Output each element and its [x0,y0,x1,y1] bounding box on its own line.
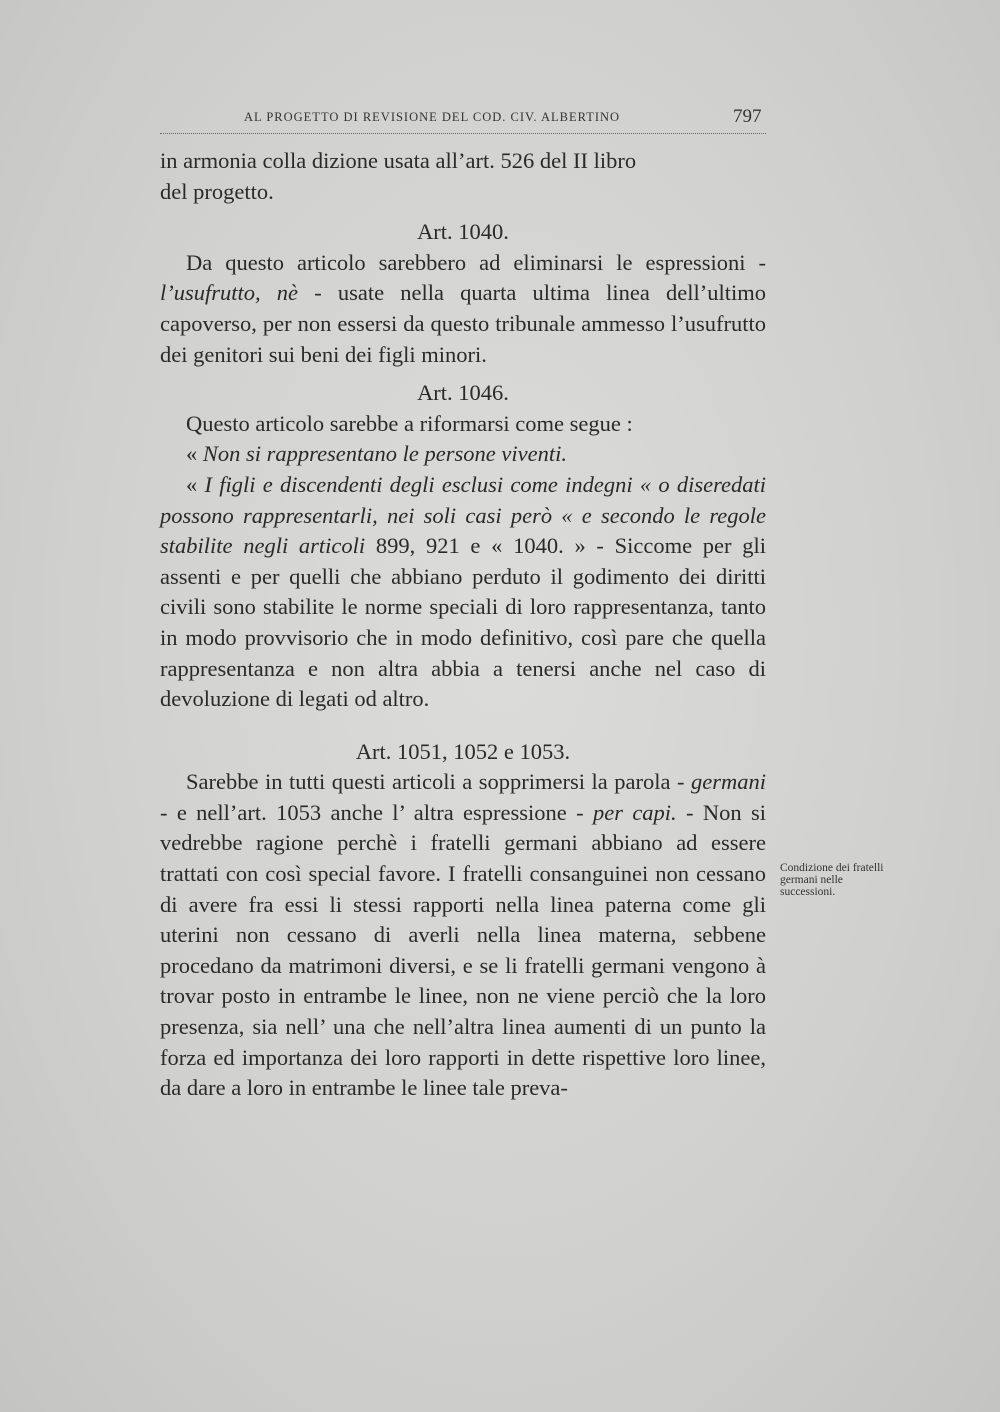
paragraph-art-1040: Da questo articolo sarebbero ad eliminarsi le espressioni - l’usufrutto, nè - usate nella quarta ultima linea dell’ultimo capoverso, per non essersi da questo tribunale ammesso l’usufrutto dei genitori sui beni dei figli minori. [160,249,766,367]
intro-line-2: del progetto. [160,178,274,204]
art-1051-heading: Art. 1051, 1052 e 1053. [355,738,571,764]
paragraph-intro [160,146,766,207]
page-number: 797 [733,106,762,127]
intro-line-1: in armonia colla dizione usata all’art. 526 del II libro [160,148,637,173]
running-head: AL PROGETTO DI REVISIONE DEL COD. CIV. ALBERTINO [244,110,621,124]
art-1046-heading: Art. 1046. [417,380,509,406]
art-1040-heading: Art. 1040. [417,219,509,245]
margin-note: Condizione dei fratelli germani nelle successioni. [780,862,884,898]
quote-1046-line-1: « Non si rappresentano le persone viventi. [186,441,567,467]
paragraph-art-1051: Sarebbe in tutti questi articoli a sopprimersi la parola - germani - e nell’art. 1053 anche l’ altra espressione - per capi. - Non si vedrebbe ragione perchè i fratelli germani abbiano ad essere trattati con così special favore. I fratelli consanguinei non cessano di avere fra essi li stessi rapporti nella linea paterna come gli uterini non cessano di averli nella linea materna, sebbene procedano da matrimoni diversi, e se li fratelli germani vengono à trovar posto in entrambe le linee, non ne viene perciò che la loro presenza, sia nell’ una che nell’altra linea aumenti di un punto la forza ed importanza dei loro rapporti in dette rispettive loro linee, da dare a loro in entrambe le linee tale preva- [160,769,766,1101]
paragraph-art-1046-intro: Questo articolo sarebbe a riformarsi come segue : [186,410,633,436]
body-text [160,146,766,1104]
quote-1046-line-2: « I figli e discendenti degli esclusi come indegni « o diseredati possono rappresentarli, nei soli casi però « e secondo le regole stabilite negli articoli 899, 921 e « 1040. » - Siccome per gli assenti e per quelli che abbiano perduto il godimento dei diritti civili sono stabilite le norme speciali di loro rappresentanza, tanto in modo provvisorio che in modo definitivo, così pare che quella rappresentanza e non altra abbia a tenersi anche nel caso di devoluzione di legati od altro. [160,471,767,712]
header-rule [160,133,766,134]
